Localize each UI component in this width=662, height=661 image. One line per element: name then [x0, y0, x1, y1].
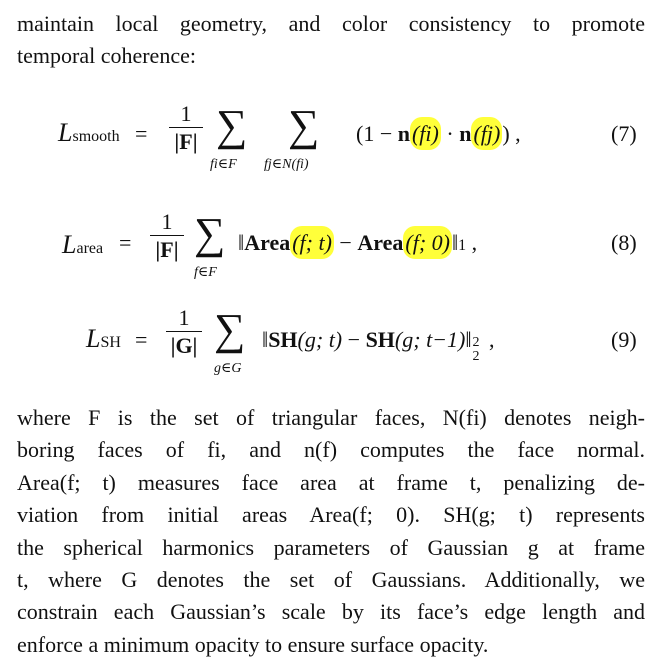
eq9-equals: = [135, 327, 148, 352]
eq7-body: (1 − n(fi) · n(fj)) , [356, 121, 521, 147]
paragraph-line: the spherical harmonics parameters of Gaussian g at frame [17, 534, 645, 560]
eq8-body: ‖Area(f; t) − Area(f; 0)‖1 , [238, 230, 477, 256]
eq9-sum: ∑ [214, 305, 246, 354]
equation-8 [0, 200, 662, 290]
intro-line-2: temporal coherence: [17, 43, 196, 69]
eq7-fraction: 1 |F| [169, 102, 203, 154]
eq7-sum-1: ∑ [216, 101, 248, 150]
paragraph-line: boring faces of fi, and n(f) computes the face normal. [17, 437, 645, 463]
body-paragraph [17, 402, 645, 661]
paragraph-line: viation from initial areas Area(f; 0). SH(g; t) represents [17, 502, 645, 528]
eq7-equals: = [135, 121, 148, 146]
paragraph-line: constrain each Gaussian’s scale by its face’s edge length and [17, 599, 645, 625]
equation-7 [0, 96, 662, 186]
paragraph-line: where F is the set of triangular faces, N(fi) denotes neigh- [17, 405, 645, 430]
paragraph-line: Area(f; t) measures face area at frame t, penalizing de- [17, 469, 645, 495]
eq9-lhs: LSH [86, 324, 121, 353]
eq7-sum-sub-1: fi∈F [210, 157, 237, 172]
paragraph-line: enforce a minimum opacity to ensure surface opacity. [17, 631, 489, 657]
eq9-sum-sub: g∈G [214, 361, 242, 376]
paragraph-line: t, where G denotes the set of Gaussians. Additionally, we [17, 567, 645, 593]
intro-line-1: maintain local geometry, and color consistency to promote [17, 11, 645, 36]
eq8-fraction: 1 |F| [150, 210, 184, 262]
eq7-lhs: Lsmooth [58, 118, 120, 147]
eq8-sum: ∑ [194, 209, 226, 258]
eq8-number: (8) [611, 230, 637, 255]
eq9-fraction: 1 |G| [166, 306, 202, 358]
eq8-sum-sub: f∈F [194, 265, 217, 280]
eq7-number: (7) [611, 121, 637, 146]
eq7-sum-sub-2: fj∈N(fi) [264, 157, 309, 172]
eq9-number: (9) [611, 327, 637, 352]
eq9-body: ‖SH(g; t) − SH(g; t−1)‖ 2 2 , [262, 327, 495, 364]
equation-9 [0, 302, 662, 392]
intro-text [17, 8, 645, 73]
eq8-equals: = [119, 230, 132, 255]
eq7-sum-2: ∑ [288, 101, 320, 150]
eq8-lhs: Larea [62, 230, 104, 259]
